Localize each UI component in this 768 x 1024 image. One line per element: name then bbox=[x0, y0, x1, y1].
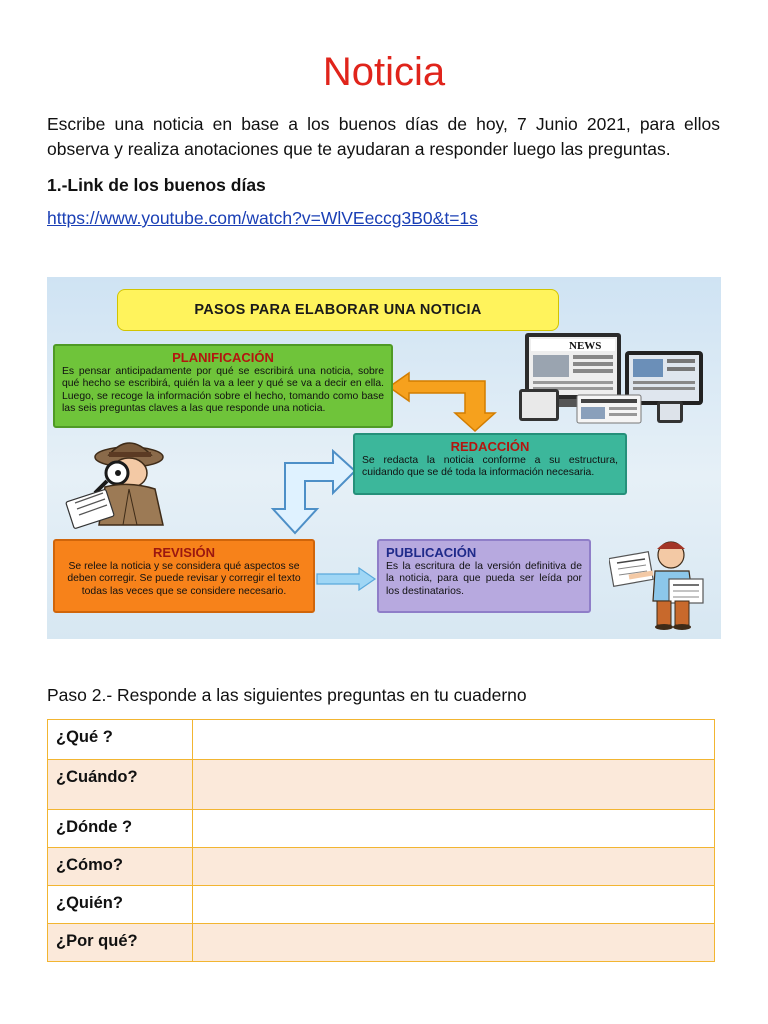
question-label: ¿Por qué? bbox=[48, 924, 193, 962]
planificacion-heading: PLANIFICACIÓN bbox=[172, 350, 274, 365]
planificacion-text: Es pensar anticipadamente por qué se escribirá una noticia, sobre qué hecho se escribirá, quién la va a leer y qué se va a decir en ella. Luego, se recoge la información sobre el hecho, tomando como base las seis preguntas claves a las que responde una noticia. bbox=[62, 366, 384, 415]
table-row bbox=[48, 848, 715, 886]
answer-cell[interactable] bbox=[193, 760, 715, 810]
infographic-pasos-noticia bbox=[47, 277, 721, 639]
infographic-title: PASOS PARA ELABORAR UNA NOTICIA bbox=[117, 289, 559, 331]
step1-heading: 1.-Link de los buenos días bbox=[47, 175, 266, 195]
redaccion-text: Se redacta la noticia conforme a su estructura, cuidando que se dé toda la información necesaria. bbox=[362, 455, 618, 479]
planificacion-box bbox=[53, 344, 393, 428]
table-row bbox=[48, 720, 715, 760]
table-row bbox=[48, 886, 715, 924]
redaccion-heading: REDACCIÓN bbox=[450, 439, 530, 454]
revision-heading: REVISIÓN bbox=[152, 545, 216, 560]
questions-table bbox=[47, 719, 715, 962]
answer-cell[interactable] bbox=[193, 810, 715, 848]
reporter-illustration bbox=[59, 433, 185, 529]
publicacion-box bbox=[377, 539, 591, 613]
arrow-to-redaccion bbox=[387, 369, 497, 433]
question-label: ¿Quién? bbox=[48, 886, 193, 924]
step2-instruction: Paso 2.- Responde a las siguientes preguntas en tu cuaderno bbox=[47, 685, 527, 705]
news-label: NEWS bbox=[569, 340, 602, 352]
revision-text: Se relee la noticia y se considera qué aspectos se deben corregir. Se puede revisar y corregir el texto todas las veces que se considere necesario. bbox=[67, 561, 301, 597]
redaccion-box bbox=[353, 433, 627, 495]
document-title: Noticia bbox=[322, 50, 446, 94]
newsboy-illustration bbox=[609, 535, 709, 631]
question-label: ¿Cuándo? bbox=[48, 760, 193, 810]
revision-box bbox=[53, 539, 315, 613]
answer-cell[interactable] bbox=[193, 720, 715, 760]
intro-paragraph: Escribe una noticia en base a los buenos días de hoy, 7 Junio 2021, para ellos observa y realiza anotaciones que te ayudaran a responder luego las preguntas. bbox=[47, 114, 720, 159]
table-row bbox=[48, 924, 715, 962]
answer-cell[interactable] bbox=[193, 924, 715, 962]
question-label: ¿Qué ? bbox=[48, 720, 193, 760]
youtube-link[interactable]: https://www.youtube.com/watch?v=WlVEeccg3B0&t=1s bbox=[47, 208, 478, 228]
news-devices-illustration bbox=[517, 329, 713, 425]
table-row bbox=[48, 760, 715, 810]
answer-cell[interactable] bbox=[193, 848, 715, 886]
publicacion-text: Es la escritura de la versión definitiva de la noticia, para que pueda ser leída por los destinatarios. bbox=[386, 561, 582, 597]
publicacion-heading: PUBLICACIÓN bbox=[386, 545, 477, 560]
answer-cell[interactable] bbox=[193, 886, 715, 924]
question-label: ¿Dónde ? bbox=[48, 810, 193, 848]
table-row bbox=[48, 810, 715, 848]
question-label: ¿Cómo? bbox=[48, 848, 193, 886]
arrow-to-revision bbox=[243, 449, 359, 535]
arrow-to-publicacion bbox=[315, 567, 377, 591]
